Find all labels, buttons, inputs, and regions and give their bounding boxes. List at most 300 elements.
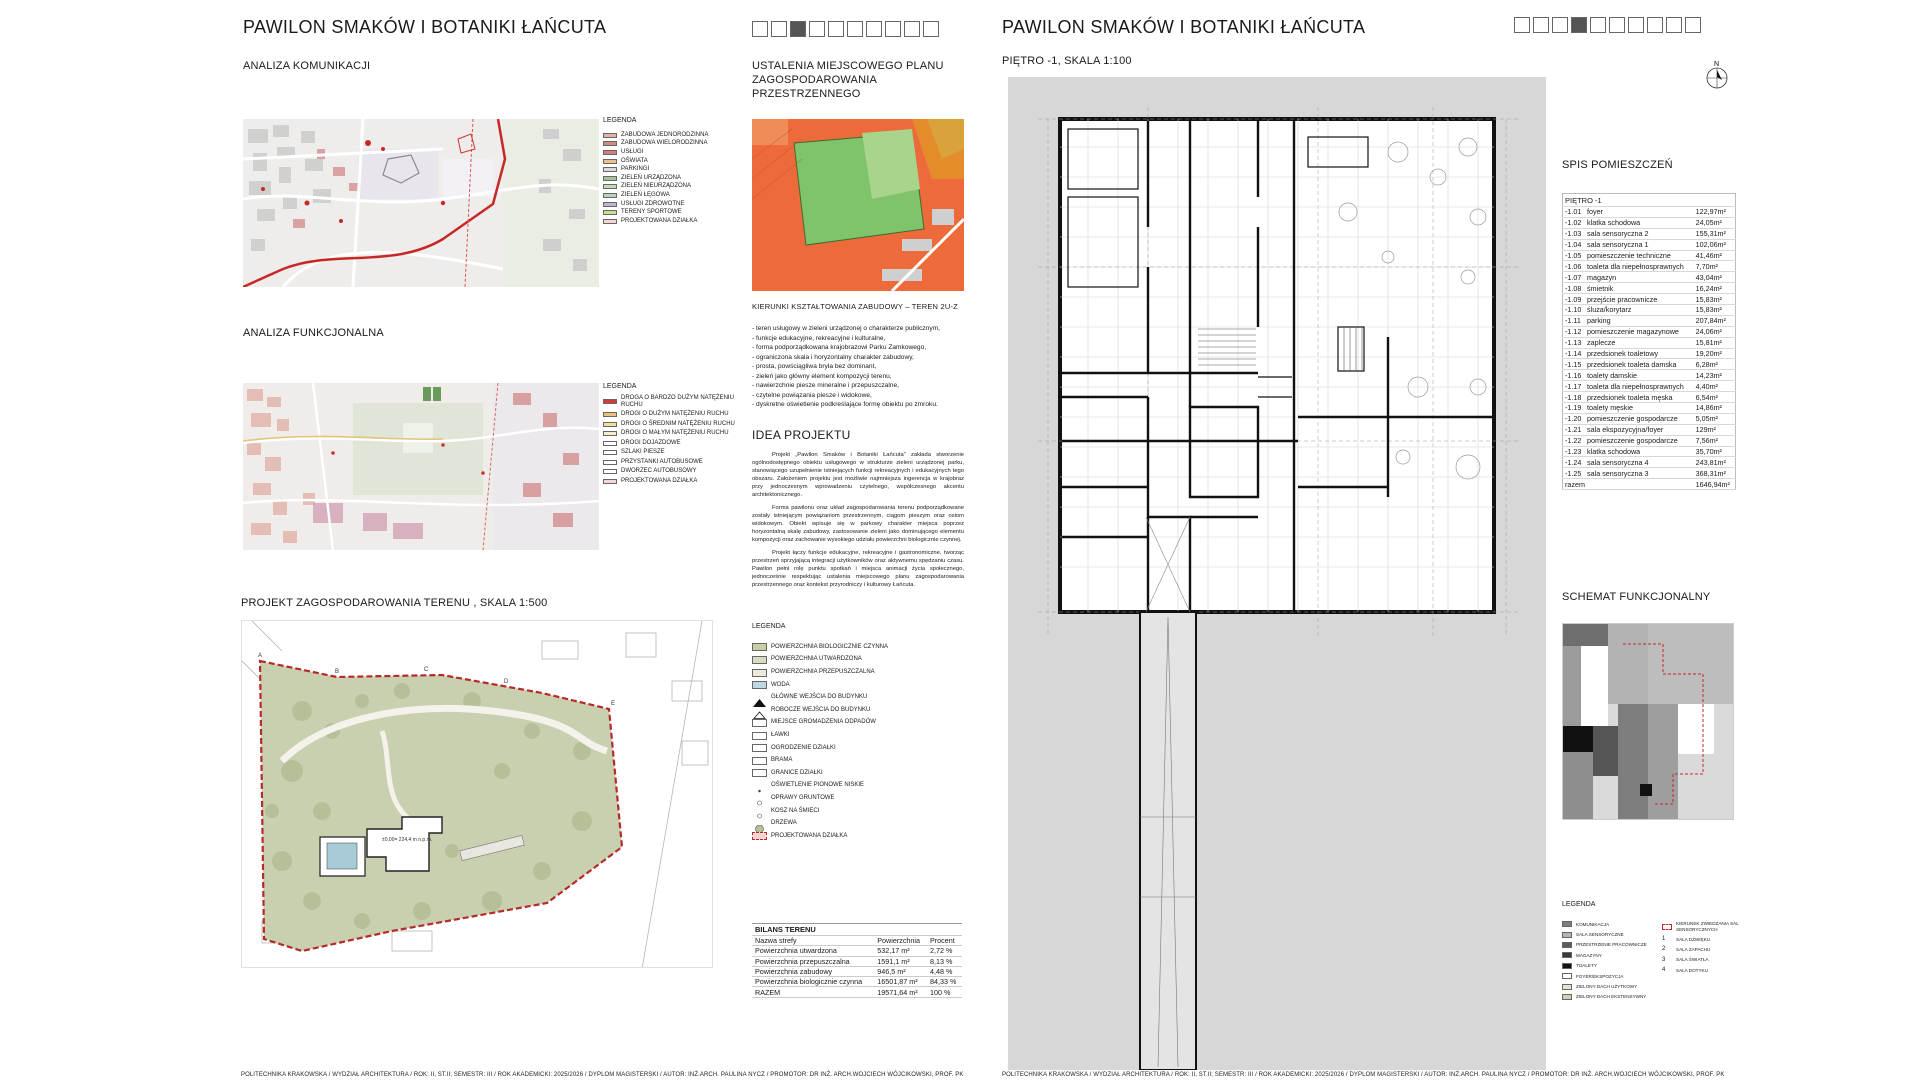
communication-legend-label: USŁUGI ZDROWOTNE	[621, 200, 685, 207]
communication-legend-swatch	[603, 193, 617, 198]
mpzp-map	[752, 119, 964, 291]
room-name: śmietnik	[1585, 283, 1694, 294]
communication-legend-swatch	[603, 167, 617, 172]
boundary-icon	[752, 769, 767, 777]
left-page-square-7	[866, 21, 882, 37]
communication-legend-label: ZABUDOWA WIELORODZINNA	[621, 140, 708, 147]
rooms-total-value: 1646,94m²	[1694, 479, 1736, 490]
left-page-square-9	[904, 21, 920, 37]
right-page-square-10	[1685, 17, 1701, 33]
room-area: 15,81m²	[1694, 337, 1736, 348]
room-row	[1563, 305, 1736, 316]
schema-legend-key: 2	[1662, 946, 1666, 953]
functional-legend-swatch	[603, 441, 617, 446]
site-legend-label: MIEJSCE GROMADZENIA ODPADÓW	[771, 719, 876, 726]
site-point-c: C	[424, 667, 429, 673]
functional-legend-row	[603, 411, 743, 418]
room-row	[1563, 381, 1736, 392]
balance-cell: 532,17 m²	[874, 946, 927, 956]
communication-legend-label: PARKINGI	[621, 166, 650, 173]
left-page-square-10	[923, 21, 939, 37]
right-page-square-2	[1533, 17, 1549, 33]
right-board-title: PAWILON SMAKÓW I BOTANIKI ŁAŃCUTA	[1002, 17, 1366, 37]
balance-column-header: Procent	[927, 936, 962, 946]
balance-row	[752, 987, 962, 997]
communication-legend	[603, 117, 708, 226]
balance-row	[752, 966, 962, 976]
triangle-filled-icon	[752, 694, 767, 702]
schema-legend-title: LEGENDA	[1562, 901, 1596, 908]
communication-legend-label: PROJEKTOWANA DZIAŁKA	[621, 217, 698, 224]
functional-legend-swatch	[603, 399, 617, 404]
functional-legend-swatch	[603, 479, 617, 484]
room-name: sala sensoryczna 1	[1585, 239, 1694, 250]
schema-legend-label: TOALETY	[1576, 963, 1597, 969]
schema-legend-label: SALA ZAPACHU	[1676, 946, 1711, 952]
direction-item: - forma podporządkowana krajobrazowi Parku Zamkowego,	[752, 344, 927, 352]
room-number: -1.19	[1563, 403, 1586, 414]
site-legend-row	[752, 817, 972, 830]
room-name: pomieszczenie gospodarcze	[1585, 435, 1694, 446]
balance-cell: 1591,1 m²	[874, 956, 927, 966]
schema-legend-row	[1562, 919, 1654, 929]
functional-legend-row	[603, 421, 743, 428]
room-area: 35,70m²	[1694, 446, 1736, 457]
right-page-square-1	[1514, 17, 1530, 33]
room-row	[1563, 424, 1736, 435]
room-number: -1.10	[1563, 305, 1586, 316]
direction-item: - ograniczona skala i horyzontalny charakter zabudowy,	[752, 353, 914, 361]
schema-legend-label: FOYER/EKSPOZYCJA	[1576, 973, 1624, 979]
functional-legend-label: DROGI O DUŻYM NATĘŻENIU RUCHU	[621, 411, 729, 418]
room-number: -1.06	[1563, 261, 1586, 272]
room-name: pomieszczenie gospodarcze	[1585, 413, 1694, 424]
site-level-label: ±0,00= 224,4 m n.p.m.	[382, 837, 433, 843]
communication-legend-row	[603, 200, 708, 209]
site-point-a: A	[258, 653, 263, 659]
site-legend-label: GRANICE DZIAŁKI	[771, 769, 823, 776]
room-area: 7,56m²	[1694, 435, 1736, 446]
schema-legend-swatch	[1562, 984, 1572, 990]
room-area: 24,06m²	[1694, 326, 1736, 337]
communication-legend-row	[603, 165, 708, 174]
balance-cell: Powierzchnia zabudowy	[752, 966, 874, 976]
schema-legend-label: ZIELONY DACH EKSTENSYWNY	[1576, 994, 1647, 1000]
room-number: -1.08	[1563, 283, 1586, 294]
room-number: -1.20	[1563, 413, 1586, 424]
room-area: 16,24m²	[1694, 283, 1736, 294]
functional-legend-row	[603, 395, 743, 409]
north-label: N	[1714, 61, 1720, 68]
room-name: toalety męskie	[1585, 403, 1694, 414]
schema-legend-row	[1562, 971, 1654, 981]
functional-map	[243, 383, 599, 550]
site-legend-label: OPRAWY GRUNTOWE	[771, 795, 835, 802]
room-number: -1.11	[1563, 315, 1586, 326]
functional-legend-label: DROGA O BARDZO DUŻYM NATĘŻENIU RUCHU	[621, 395, 734, 408]
room-name: pomieszczenie magazynowe	[1585, 326, 1694, 337]
schema-legend-label: PRZESTRZENIE PRACOWNICZE	[1576, 942, 1647, 948]
communication-legend-row	[603, 131, 708, 140]
balance-cell: 16501,87 m²	[874, 977, 927, 987]
site-legend-label: GŁÓWNE WEJŚCIA DO BUDYNKU	[771, 694, 868, 701]
communication-legend-row	[603, 140, 708, 149]
functional-legend-label: PRZYSTANKI AUTOBUSOWE	[621, 458, 703, 465]
room-row	[1563, 217, 1736, 228]
room-area: 129m²	[1694, 424, 1736, 435]
room-area: 243,81m²	[1694, 457, 1736, 468]
north-arrow-icon	[1700, 58, 1734, 92]
communication-legend-label: USŁUGI	[621, 149, 644, 156]
room-row	[1563, 228, 1736, 239]
balance-table	[752, 923, 962, 998]
idea-paragraph: Projekt łączy funkcje edukacyjne, rekreacyjne i gastronomiczne, tworząc przestrzeń sprzyjającą integracji użytkowników oraz aktywnemu spędzaniu czasu. Pawilon pełni rolę punktu spotkań i miejsca animacji życia społecznego, jednocześnie respektując ustalenia miejscowego planu zagospodarowania przestrzennego oraz kontekst przyrodniczy i kulturowy Łańcuta.	[752, 549, 964, 588]
room-row	[1563, 392, 1736, 403]
site-legend-swatch	[752, 643, 767, 651]
room-row	[1563, 294, 1736, 305]
right-footer: POLITECHNIKA KRAKOWSKA / WYDZIAŁ ARCHITEKTURA / ROK: II, ST.II; SEMESTR: III / ROK AKADEMICKI: 2025/2026 / DYPLOM MAGISTERSKI / AUTOR: INŻ.ARCH. PAULINA NYCZ / PROMOTOR: DR INŻ. ARCH.WOJCIECH WÓJCIKOWSKI, PROF. PK	[1002, 1072, 1725, 1078]
balance-cell: 4,48 %	[927, 966, 962, 976]
schema-legend-swatch	[1562, 994, 1572, 1000]
schema-legend-row	[1662, 944, 1752, 954]
schema-legend-key	[1662, 924, 1672, 930]
room-row	[1563, 207, 1736, 218]
functional-schema-drawing	[1563, 624, 1734, 820]
room-number: -1.25	[1563, 468, 1586, 479]
communication-map-drawing	[243, 119, 599, 287]
room-area: 24,05m²	[1694, 217, 1736, 228]
idea-paragraph: Projekt „Pawilon Smaków i Botaniki Łańcuta” zakłada stworzenie ogólnodostępnego obiektu usługowego w strukturze zieleni urządzonej parku, stanowiącego uzupełnienie istniejących funkcji rekreacyjnych i edukacyjnych tego obszaru. Założeniem projektu jest możliwie najmniejsza ingerencja w krajobraz przy jednoczesnym wprowadzeniu czytelnego, współczesnego akcentu architektonicznego.	[752, 452, 964, 498]
direction-item: - nawierzchnie piesze mineralne i przepuszczalne,	[752, 382, 899, 390]
communication-legend-swatch	[603, 150, 617, 155]
room-number: -1.05	[1563, 250, 1586, 261]
room-row	[1563, 326, 1736, 337]
right-page-square-5	[1590, 17, 1606, 33]
schema-legend-row	[1562, 929, 1654, 939]
communication-legend-swatch	[603, 133, 617, 138]
room-area: 4,40m²	[1694, 381, 1736, 392]
site-legend-label: ŁAWKI	[771, 732, 790, 739]
site-legend-label: POWIERZCHNIA BIOLOGICZNIE CZYNNA	[771, 643, 889, 650]
left-page-square-5	[828, 21, 844, 37]
room-area: 207,84m²	[1694, 315, 1736, 326]
functional-legend-swatch	[603, 450, 617, 455]
plot-icon	[752, 832, 767, 840]
schema-legend-key: 4	[1662, 966, 1666, 973]
functional-legend-row	[603, 440, 743, 447]
rooms-table-title: PIĘTRO -1	[1563, 194, 1736, 207]
right-page-square-4	[1571, 17, 1587, 33]
room-name: klatka schodowa	[1585, 446, 1694, 457]
floor-plan	[1008, 77, 1546, 1070]
room-number: -1.04	[1563, 239, 1586, 250]
room-area: 14,23m²	[1694, 370, 1736, 381]
functional-legend-label: DWORZEC AUTOBUSOWY	[621, 468, 697, 475]
room-number: -1.14	[1563, 348, 1586, 359]
left-board-title: PAWILON SMAKÓW I BOTANIKI ŁAŃCUTA	[243, 17, 607, 37]
functional-legend-title: LEGENDA	[603, 383, 637, 390]
room-area: 5,05m²	[1694, 413, 1736, 424]
site-legend-row	[752, 780, 972, 793]
functional-legend-row	[603, 449, 743, 456]
room-number: -1.21	[1563, 424, 1586, 435]
communication-legend-label: TERENY SPORTOWE	[621, 209, 682, 216]
site-legend-title: LEGENDA	[752, 623, 786, 630]
communication-legend-swatch	[603, 141, 617, 146]
balance-cell: 946,5 m²	[874, 966, 927, 976]
site-legend-row	[752, 805, 972, 818]
left-page-indicator	[752, 21, 939, 37]
room-row	[1563, 272, 1736, 283]
schema-legend-label: MAGAZYNY	[1576, 952, 1602, 958]
communication-legend-label: ZIELEŃ ŁĘGOWA	[621, 192, 670, 199]
room-name: śluza/korytarz	[1585, 305, 1694, 316]
room-number: -1.03	[1563, 228, 1586, 239]
schema-legend-swatch	[1562, 942, 1572, 948]
room-row	[1563, 337, 1736, 348]
site-legend-label: OGRODZENIE DZIAŁKI	[771, 744, 836, 751]
communication-legend-row	[603, 183, 708, 192]
direction-item: - dyskretne oświetlenie podkreślające formę obiektu po zmroku.	[752, 401, 938, 409]
schema-legend-label: SALA DOTYKU	[1676, 967, 1708, 973]
schema-legend-label: SALA SENSORYCZNE	[1576, 931, 1624, 937]
functional-schema	[1562, 623, 1734, 820]
balance-column-header: Powierzchnia	[874, 936, 927, 946]
room-area: 368,31m²	[1694, 468, 1736, 479]
site-legend-row	[752, 666, 972, 679]
room-name: sala sensoryczna 2	[1585, 228, 1694, 239]
site-legend-label: POWIERZCHNIA UTWARDZONA	[771, 656, 862, 663]
room-area: 15,83m²	[1694, 294, 1736, 305]
room-number: -1.22	[1563, 435, 1586, 446]
plan-heading: PIĘTRO -1, SKALA 1:100	[1002, 55, 1132, 67]
rooms-total-row	[1563, 479, 1736, 490]
functional-legend-swatch	[603, 460, 617, 465]
room-row	[1563, 413, 1736, 424]
communication-legend-swatch	[603, 176, 617, 181]
site-legend-row	[752, 729, 972, 742]
room-number: -1.01	[1563, 207, 1586, 218]
schema-legend-label: KOMUNIKACJA	[1576, 921, 1610, 927]
balance-title: BILANS TERENU	[752, 924, 962, 936]
room-row	[1563, 239, 1736, 250]
room-number: -1.17	[1563, 381, 1586, 392]
functional-legend-row	[603, 468, 743, 475]
room-area: 122,97m²	[1694, 207, 1736, 218]
north-arrow	[1700, 58, 1734, 92]
balance-row	[752, 977, 962, 987]
schema-legend-swatch	[1562, 932, 1572, 938]
direction-item: - zieleń jako główny element kompozycji terenu,	[752, 372, 892, 380]
schema-legend	[1562, 901, 1752, 1002]
communication-legend-row	[603, 208, 708, 217]
site-legend-swatch	[752, 681, 767, 689]
room-row	[1563, 359, 1736, 370]
site-point-d: D	[504, 679, 509, 685]
room-name: przejście pracownicze	[1585, 294, 1694, 305]
room-number: -1.24	[1563, 457, 1586, 468]
direction-item: - prosta, powściągliwa bryła bez dominant,	[752, 363, 877, 371]
room-area: 6,28m²	[1694, 359, 1736, 370]
schema-legend-row	[1562, 981, 1654, 991]
room-row	[1563, 283, 1736, 294]
communication-legend-swatch	[603, 219, 617, 224]
room-name: toaleta dla niepełnosprawnych	[1585, 261, 1694, 272]
balance-cell: Powierzchnia przepuszczalna	[752, 956, 874, 966]
circle-icon	[752, 794, 767, 802]
communication-legend-label: ZABUDOWA JEDNORODZINNA	[621, 131, 709, 138]
room-row	[1563, 348, 1736, 359]
balance-cell: RAZEM	[752, 987, 874, 997]
communication-legend-row	[603, 157, 708, 166]
schema-legend-row	[1562, 992, 1654, 1002]
communication-legend-row	[603, 174, 708, 183]
schema-legend-key: 3	[1662, 956, 1666, 963]
functional-legend-label: PROJEKTOWANA DZIAŁKA	[621, 477, 698, 484]
site-legend-label: KOSZ NA ŚMIECI	[771, 807, 820, 814]
room-name: sala sensoryczna 4	[1585, 457, 1694, 468]
room-area: 7,70m²	[1694, 261, 1736, 272]
left-page-square-1	[752, 21, 768, 37]
rooms-total-label: razem	[1563, 479, 1694, 490]
site-point-b: B	[335, 669, 340, 675]
site-legend-row	[752, 654, 972, 667]
site-legend-label: BRAMA	[771, 757, 793, 764]
room-name: parking	[1585, 315, 1694, 326]
communication-legend-label: ZIELEŃ NIEURZĄDZONA	[621, 183, 692, 190]
balance-row	[752, 946, 962, 956]
functional-legend-label: DROGI O ŚREDNIM NATĘŻENIU RUCHU	[621, 420, 735, 427]
functional-legend-swatch	[603, 431, 617, 436]
functional-legend-row	[603, 430, 743, 437]
room-number: -1.13	[1563, 337, 1586, 348]
site-legend-label: ROBOCZE WEJŚCIA DO BUDYNKU	[771, 706, 871, 713]
schema-legend-label: SALA ŚWIATŁA	[1676, 957, 1709, 963]
tree-icon	[752, 820, 767, 828]
site-legend-label: DRZEWA	[771, 820, 797, 827]
idea-paragraph: Forma pawilonu oraz układ zagospodarowania terenu podporządkowane zostały istniejącym powiązaniom przestrzennym, ciągom pieszym oraz osiom widokowym. Obiekt wpisuje się w parkowy charakter miejsca poprzez horyzontalną skalę zabudowy, zastosowanie zieleni jako dominującego elementu kompozycji oraz zachowanie wysokiego udziału powierzchni biologicznie czynnej.	[752, 504, 964, 543]
balance-cell: 100 %	[927, 987, 962, 997]
left-footer: POLITECHNIKA KRAKOWSKA / WYDZIAŁ ARCHITEKTURA / ROK: II, ST.II; SEMESTR: III / ROK AKADEMICKI: 2025/2026 / DYPLOM MAGISTERSKI / AUTOR: INŻ.ARCH. PAULINA NYCZ / PROMOTOR: DR INŻ. ARCH.WOJCIECH WÓJCIKOWSKI, PROF. PK	[241, 1072, 964, 1078]
left-page-square-8	[885, 21, 901, 37]
bench-icon	[752, 732, 767, 740]
left-page-square-4	[809, 21, 825, 37]
dot-icon	[752, 782, 767, 790]
communication-map	[243, 119, 599, 287]
rooms-heading: SPIS POMIESZCZEŃ	[1562, 159, 1673, 171]
room-row	[1563, 446, 1736, 457]
idea-heading: IDEA PROJEKTU	[752, 428, 851, 442]
site-legend-row	[752, 767, 972, 780]
left-page-square-6	[847, 21, 863, 37]
right-page-square-7	[1628, 17, 1644, 33]
schema-legend-row	[1662, 965, 1752, 975]
schema-legend-label: ZIELONY DACH UŻYTKOWY	[1576, 983, 1638, 989]
schema-heading: SCHEMAT FUNKCJONALNY	[1562, 591, 1711, 603]
room-number: -1.15	[1563, 359, 1586, 370]
site-legend-row	[752, 754, 972, 767]
room-name: przedsionek toaletowy	[1585, 348, 1694, 359]
room-name: przedsionek toaleta męska	[1585, 392, 1694, 403]
room-area: 102,06m²	[1694, 239, 1736, 250]
room-name: toaleta dla niepełnosprawnych	[1585, 381, 1694, 392]
cross-box-icon	[752, 719, 767, 727]
schema-legend-row	[1562, 950, 1654, 960]
left-page-square-2	[771, 21, 787, 37]
room-row	[1563, 403, 1736, 414]
mpzp-map-drawing	[752, 119, 964, 291]
communication-heading: ANALIZA KOMUNIKACJI	[243, 60, 371, 72]
room-name: sala sensoryczna 3	[1585, 468, 1694, 479]
room-area: 14,86m²	[1694, 403, 1736, 414]
communication-legend-row	[603, 148, 708, 157]
direction-item: - teren usługowy w zieleni urządzonej o charakterze publicznym,	[752, 325, 941, 332]
functional-legend-swatch	[603, 412, 617, 417]
site-legend-row	[752, 704, 972, 717]
gate-icon	[752, 757, 767, 765]
room-row	[1563, 261, 1736, 272]
schema-legend-label: SALA DŹWIĘKU	[1676, 936, 1710, 942]
room-name: foyer	[1585, 207, 1694, 218]
site-legend-row	[752, 641, 972, 654]
room-name: pomieszczenie techniczne	[1585, 250, 1694, 261]
room-name: sala ekspozycyjna/foyer	[1585, 424, 1694, 435]
functional-legend-label: SZLAKI PIESZE	[621, 449, 665, 456]
triangle-outline-icon	[752, 706, 767, 714]
rooms-table	[1562, 193, 1736, 490]
schema-legend-swatch	[1562, 952, 1572, 958]
room-row	[1563, 468, 1736, 479]
site-legend-row	[752, 717, 972, 730]
balance-header-row	[752, 936, 962, 946]
schema-legend-label: KIERUNEK ZWIEDZANIA SAL SENSORYCZNYCH	[1676, 921, 1739, 932]
site-legend-row	[752, 742, 972, 755]
room-name: przedsionek toaleta damska	[1585, 359, 1694, 370]
balance-cell: Powierzchnia biologicznie czynna	[752, 977, 874, 987]
room-number: -1.18	[1563, 392, 1586, 403]
balance-cell: 2,72 %	[927, 946, 962, 956]
right-page-square-8	[1647, 17, 1663, 33]
room-area: 155,31m²	[1694, 228, 1736, 239]
room-number: -1.12	[1563, 326, 1586, 337]
mpzp-heading: USTALENIA MIEJSCOWEGO PLANU ZAGOSPODAROWANIA PRZESTRZENNEGO	[752, 60, 944, 100]
fence-icon	[752, 744, 767, 752]
idea-text	[752, 452, 964, 595]
site-legend-label: OŚWIETLENIE PIONOWE NISKIE	[771, 782, 865, 789]
site-legend-row	[752, 691, 972, 704]
site-plan-drawing	[242, 621, 713, 968]
functional-legend-label: DROGI DOJAZDOWE	[621, 439, 681, 446]
functional-legend	[603, 383, 743, 487]
room-row	[1563, 315, 1736, 326]
site-plan	[241, 620, 713, 968]
schema-legend-key: 1	[1662, 935, 1666, 942]
directions-list	[752, 324, 972, 410]
site-legend-label: PROJEKTOWANA DZIAŁKA	[771, 832, 848, 839]
schema-legend-swatch	[1562, 973, 1572, 979]
balance-cell: Powierzchnia utwardzona	[752, 946, 874, 956]
balance-cell: 8,13 %	[927, 956, 962, 966]
functional-legend-label: DROGI O MAŁYM NATĘŻENIU RUCHU	[621, 430, 729, 437]
right-page-indicator	[1514, 17, 1701, 33]
site-plan-heading: PROJEKT ZAGOSPODAROWANIA TERENU , SKALA 1:500	[241, 597, 548, 609]
functional-heading: ANALIZA FUNKCJONALNA	[243, 327, 384, 339]
site-legend-label: WODA	[771, 681, 790, 688]
room-number: -1.09	[1563, 294, 1586, 305]
room-number: -1.23	[1563, 446, 1586, 457]
room-number: -1.07	[1563, 272, 1586, 283]
communication-legend-label: ZIELEŃ URZĄDZONA	[621, 174, 682, 181]
